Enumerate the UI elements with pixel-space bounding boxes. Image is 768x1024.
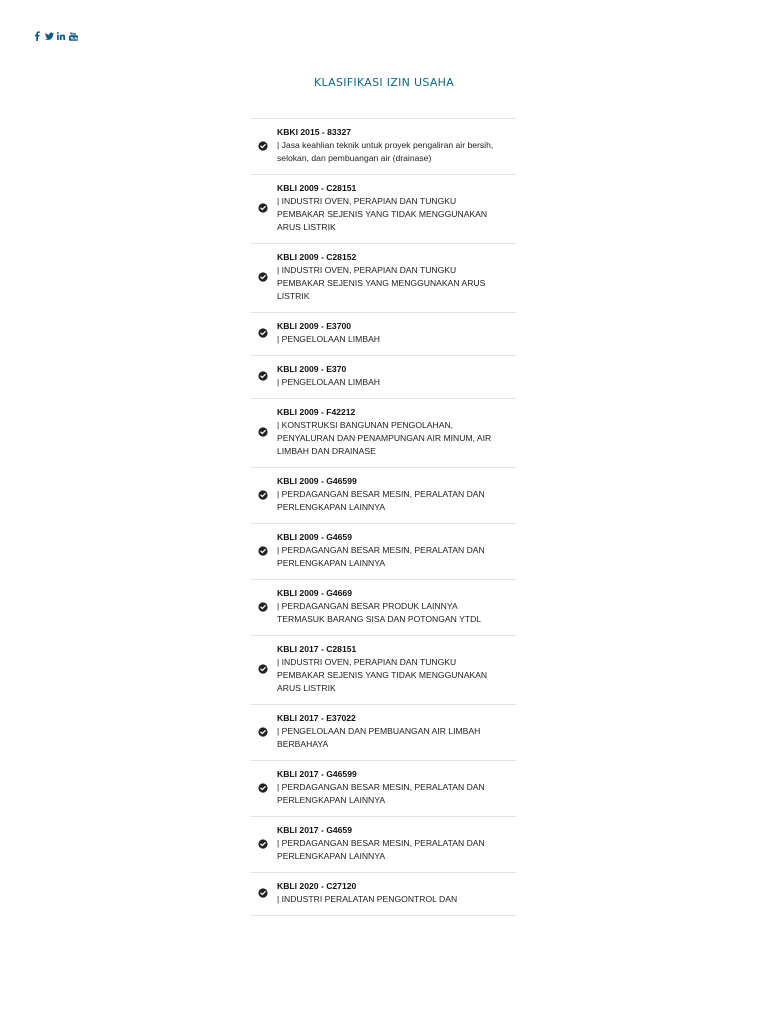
- list-item: [251, 175, 516, 244]
- item-description: | PENGELOLAAN LIMBAH: [277, 334, 381, 344]
- item-description: | PENGELOLAAN DAN PEMBUANGAN AIR LIMBAH BERBAHAYA: [277, 726, 481, 749]
- item-text: [277, 880, 516, 906]
- item-code: KBLI 2009 - F42212: [277, 407, 356, 417]
- list-item: [251, 705, 516, 761]
- section-title: KLASIFIKASI IZIN USAHA: [313, 76, 455, 89]
- list-item: [251, 244, 516, 313]
- list-item: [251, 580, 516, 636]
- check-circle-icon: [258, 490, 268, 500]
- item-code: KBLI 2017 - E37022: [277, 713, 356, 723]
- item-text: [277, 475, 516, 514]
- twitter-link[interactable]: [45, 31, 53, 41]
- list-item: [251, 636, 516, 705]
- check-circle-icon: [258, 727, 268, 737]
- linkedin-link[interactable]: [57, 31, 65, 41]
- check-circle-icon: [258, 888, 268, 898]
- list-item: [251, 468, 516, 524]
- check-circle-icon: [258, 272, 268, 282]
- social-links: [33, 31, 80, 41]
- item-code: KBLI 2017 - C28151: [277, 644, 357, 654]
- youtube-link[interactable]: [69, 31, 80, 41]
- item-text: [277, 320, 516, 346]
- list-item: [251, 873, 516, 916]
- check-circle-icon: [258, 602, 268, 612]
- item-text: [277, 406, 516, 458]
- youtube-icon: [69, 32, 78, 41]
- list-item: [251, 313, 516, 356]
- item-description: | PERDAGANGAN BESAR MESIN, PERALATAN DAN PERLENGKAPAN LAINNYA: [277, 838, 485, 861]
- item-text: [277, 643, 516, 695]
- check-circle-icon: [258, 203, 268, 213]
- item-code: KBLI 2009 - G46599: [277, 476, 357, 486]
- item-description: | INDUSTRI PERALATAN PENGONTROL DAN: [277, 894, 458, 904]
- item-description: | PERDAGANGAN BESAR MESIN, PERALATAN DAN PERLENGKAPAN LAINNYA: [277, 545, 485, 568]
- item-description: | PERDAGANGAN BESAR PRODUK LAINNYA TERMASUK BARANG SISA DAN POTONGAN YTDL: [277, 601, 482, 624]
- item-description: | INDUSTRI OVEN, PERAPIAN DAN TUNGKU PEMBAKAR SEJENIS YANG TIDAK MENGGUNAKAN ARUS LISTRIK: [277, 657, 488, 693]
- list-item: [251, 761, 516, 817]
- item-text: [277, 587, 516, 626]
- classification-list: [251, 118, 516, 916]
- item-description: | PERDAGANGAN BESAR MESIN, PERALATAN DAN PERLENGKAPAN LAINNYA: [277, 782, 485, 805]
- facebook-icon: [34, 31, 40, 41]
- item-text: [277, 126, 516, 165]
- list-item: [251, 817, 516, 873]
- check-circle-icon: [258, 371, 268, 381]
- item-text: [277, 182, 516, 234]
- item-code: KBLI 2009 - G4659: [277, 532, 352, 542]
- item-code: KBLI 2009 - C28152: [277, 252, 357, 262]
- list-item: [251, 356, 516, 399]
- item-code: KBLI 2017 - G46599: [277, 769, 357, 779]
- item-text: [277, 824, 516, 863]
- item-code: KBLI 2009 - G4669: [277, 588, 352, 598]
- item-description: | PENGELOLAAN LIMBAH: [277, 377, 381, 387]
- item-description: | KONSTRUKSI BANGUNAN PENGOLAHAN, PENYALURAN DAN PENAMPUNGAN AIR MINUM, AIR LIMBAH DAN DRAINASE: [277, 420, 492, 456]
- facebook-link[interactable]: [33, 31, 41, 41]
- check-circle-icon: [258, 839, 268, 849]
- check-circle-icon: [258, 783, 268, 793]
- svg-text:Tube: Tube: [69, 36, 80, 41]
- item-code: KBLI 2017 - G4659: [277, 825, 352, 835]
- linkedin-icon: [57, 32, 65, 40]
- item-code: KBLI 2009 - C28151: [277, 183, 357, 193]
- list-item: [251, 399, 516, 468]
- item-description: | PERDAGANGAN BESAR MESIN, PERALATAN DAN PERLENGKAPAN LAINNYA: [277, 489, 485, 512]
- item-text: [277, 251, 516, 303]
- item-text: [277, 363, 516, 389]
- item-description: | INDUSTRI OVEN, PERAPIAN DAN TUNGKU PEMBAKAR SEJENIS YANG TIDAK MENGGUNAKAN ARUS LISTRIK: [277, 196, 488, 232]
- check-circle-icon: [258, 664, 268, 674]
- item-code: KBLI 2009 - E370: [277, 364, 347, 374]
- item-code: KBKI 2015 - 83327: [277, 127, 352, 137]
- item-text: [277, 531, 516, 570]
- list-item: [251, 524, 516, 580]
- item-code: KBLI 2020 - C27120: [277, 881, 357, 891]
- item-description: | Jasa keahlian teknik untuk proyek pengaliran air bersih, selokan, dan pembuangan air (drainase): [277, 140, 494, 163]
- item-text: [277, 712, 516, 751]
- item-text: [277, 768, 516, 807]
- check-circle-icon: [258, 546, 268, 556]
- item-description: | INDUSTRI OVEN, PERAPIAN DAN TUNGKU PEMBAKAR SEJENIS YANG MENGGUNAKAN ARUS LISTRIK: [277, 265, 486, 301]
- list-item: [251, 119, 516, 175]
- check-circle-icon: [258, 328, 268, 338]
- twitter-icon: [45, 32, 54, 41]
- check-circle-icon: [258, 427, 268, 437]
- check-circle-icon: [258, 141, 268, 151]
- item-code: KBLI 2009 - E3700: [277, 321, 352, 331]
